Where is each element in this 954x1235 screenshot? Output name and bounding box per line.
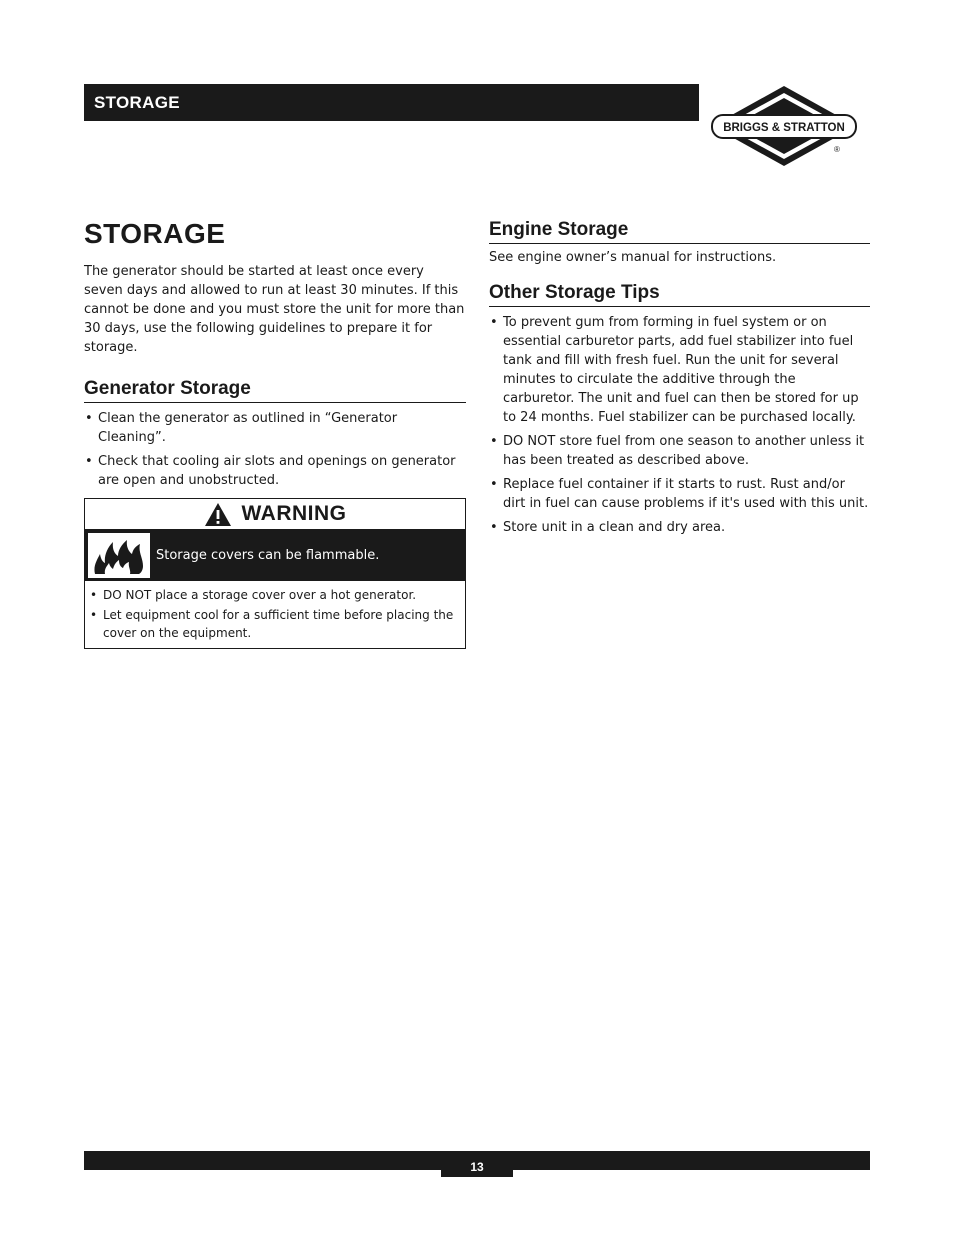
section-label: STORAGE	[94, 93, 180, 112]
logo-brand-text: BRIGGS & STRATTON	[723, 122, 845, 134]
left-column	[84, 218, 466, 649]
warning-list	[85, 581, 465, 648]
list-item: • Clean the generator as outlined in “Generator Cleaning”.	[84, 409, 466, 447]
list-item: • To prevent gum from forming in fuel system or on essential carburetor parts, add fuel stabilizer into fuel tank and fill with fresh fuel. Run the unit for several minutes to circulate the additive through the carburetor. The unit and fuel can then be stored for up to 24 months. Fuel stabilizer can be purchased locally.	[489, 313, 870, 427]
logo-registered-mark: ®	[834, 145, 840, 154]
section-header-bar	[84, 84, 699, 121]
right-column	[489, 218, 870, 542]
warning-box	[84, 498, 466, 649]
engine-storage-section	[489, 218, 870, 267]
warning-message: Storage covers can be flammable.	[156, 548, 380, 563]
generator-storage-section	[84, 377, 466, 490]
list-item: • DO NOT place a storage cover over a hot generator.	[89, 586, 457, 604]
fire-hazard-icon	[88, 533, 150, 578]
list-item: • Let equipment cool for a sufficient time before placing the cover on the equipment.	[89, 606, 457, 642]
page-number: 13	[441, 1151, 513, 1177]
briggs-stratton-logo	[708, 84, 860, 168]
generator-storage-list	[84, 409, 466, 490]
storage-intro: The generator should be started at least once every seven days and allowed to run at least 30 minutes. If this cannot be done and you must store the unit for more than 30 days, use the following guidelines to prepare it for storage.	[84, 264, 465, 355]
list-item: • Replace fuel container if it starts to rust. Rust and/or dirt in fuel can cause problems if it's used with this unit.	[489, 475, 870, 513]
list-item: • Check that cooling air slots and openings on generator are open and unobstructed.	[84, 452, 466, 490]
other-storage-tips-list	[489, 313, 870, 537]
other-storage-tips-section	[489, 281, 870, 537]
page-title: STORAGE	[84, 218, 226, 249]
list-item: • DO NOT store fuel from one season to another unless it has been treated as described above.	[489, 432, 870, 470]
engine-storage-text: See engine owner’s manual for instructions.	[489, 250, 777, 265]
engine-storage-heading: Engine Storage	[489, 218, 870, 244]
warning-title: WARNING	[241, 502, 347, 525]
warning-triangle-icon	[204, 502, 232, 527]
generator-storage-heading: Generator Storage	[84, 377, 466, 403]
warning-header	[85, 499, 465, 530]
warning-message-band	[85, 530, 465, 581]
other-storage-tips-heading: Other Storage Tips	[489, 281, 870, 307]
list-item: • Store unit in a clean and dry area.	[489, 518, 870, 537]
